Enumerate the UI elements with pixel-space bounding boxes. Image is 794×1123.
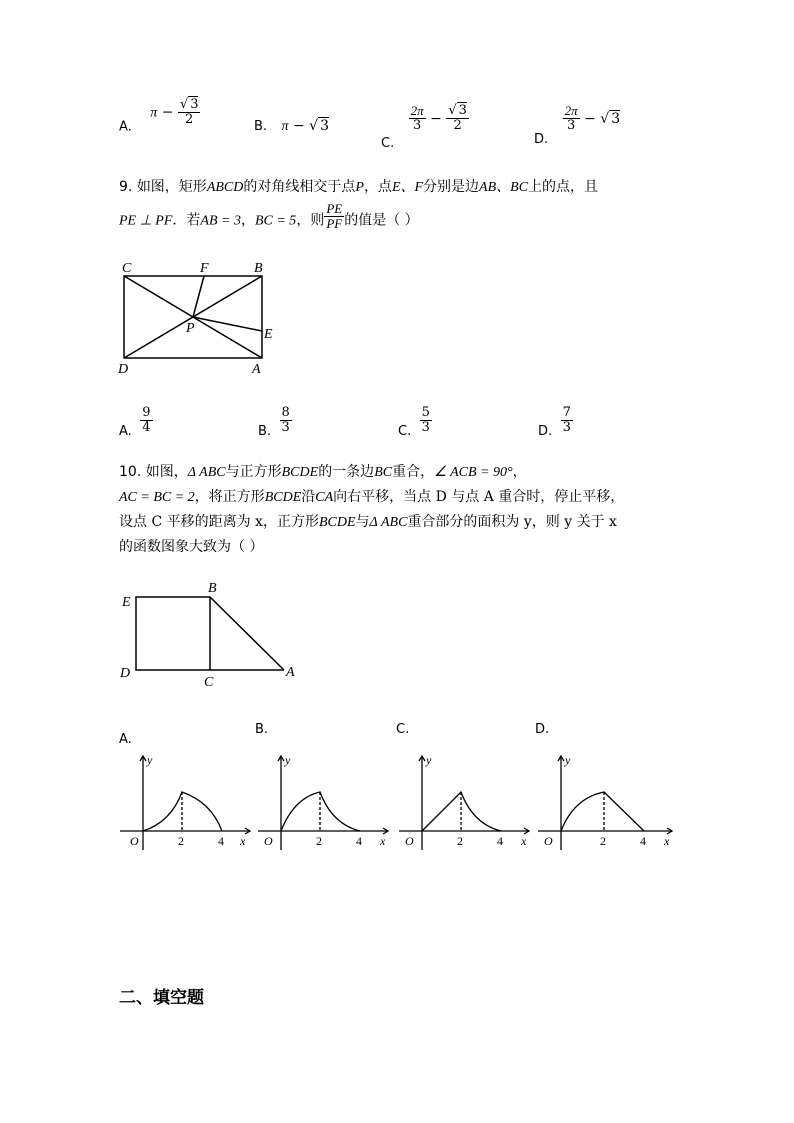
label-f: F (200, 261, 209, 276)
q10-graph-a (116, 752, 254, 852)
svg-text:4: 4 (640, 834, 646, 848)
q9-rectangle-figure (112, 258, 292, 378)
curve-d (561, 792, 644, 831)
svg-text:x: x (240, 834, 246, 848)
svg-text:2: 2 (600, 834, 606, 848)
q9-option-b: B. $\frac{8}{3}$ (258, 405, 290, 439)
q10-graph-d (534, 752, 676, 852)
q9-option-d: D. $\frac{7}{3}$ (538, 405, 571, 439)
q9-option-a: A. $\frac{9}{4}$ (119, 405, 151, 439)
side-ba (210, 597, 284, 670)
q10-graph-b (254, 752, 392, 852)
q9-line1: 9. 如图，矩形ABCD的对角线相交于点P，点E、F分别是边AB、BC上的点，且 (119, 179, 599, 195)
q10-line3: 设点 C 平移的距离为 x，正方形BCDE与Δ ABC重合部分的面积为 y，则 y 关于 x (119, 514, 617, 530)
svg-text:x: x (664, 834, 670, 848)
square-bcde (136, 597, 210, 670)
svg-text:4: 4 (497, 834, 503, 848)
svg-text:y: y (426, 753, 432, 767)
label-b: B (208, 581, 217, 596)
svg-text:y: y (565, 753, 571, 767)
svg-text:O: O (130, 834, 139, 848)
label-b: B (254, 261, 263, 276)
label-d: D (118, 362, 129, 377)
q8-option-d: D. $\frac{2\pi}{3}$ − √ 3 (534, 103, 621, 147)
svg-text:O: O (405, 834, 414, 848)
q10-option-a-label: A. (119, 732, 132, 747)
label-a: A (286, 665, 295, 680)
label-c: C (122, 261, 132, 276)
q8-option-b: B. π − √ 3 (254, 118, 330, 134)
svg-text:2: 2 (316, 834, 322, 848)
svg-text:x: x (521, 834, 527, 848)
label-c: C (204, 675, 214, 690)
label-e: E (122, 595, 131, 610)
label-a: A (252, 362, 261, 377)
q10-graph-c (395, 752, 533, 852)
svg-text:4: 4 (218, 834, 224, 848)
q10-option-d-label: D. (535, 722, 550, 737)
svg-text:4: 4 (356, 834, 362, 848)
section-2-title: 二、填空题 (119, 988, 204, 1008)
label-d: D (120, 666, 131, 681)
q10-line2: AC = BC = 2，将正方形BCDE沿CA向右平移，当点 D 与点 A 重合时，停止平移， (119, 489, 625, 505)
svg-text:2: 2 (457, 834, 463, 848)
svg-text:O: O (264, 834, 273, 848)
q10-line1: 10. 如图，Δ ABC与正方形BCDE的一条边BC重合，∠ ACB = 90°， (119, 464, 527, 480)
label-e: E (264, 327, 273, 342)
label-p: P (186, 321, 195, 336)
svg-text:x: x (380, 834, 386, 848)
q10-line4: 的函数图象大致为（ ） (119, 539, 264, 555)
q8-option-c: C. $\frac{2\pi}{3}$ − $\frac{√ 3}{2}$ (381, 103, 467, 151)
svg-text:y: y (147, 753, 153, 767)
q10-option-b-label: B. (255, 722, 269, 737)
svg-text:O: O (544, 834, 553, 848)
q9-option-c: C. $\frac{5}{3}$ (398, 405, 430, 439)
q9-line2: PE ⊥ PF．若AB = 3，BC = 5，则 $\frac{PE}{PF}$ 的值是（ ） (119, 201, 419, 231)
svg-text:2: 2 (178, 834, 184, 848)
q10-square-triangle-figure (112, 580, 312, 690)
q10-option-c-label: C. (396, 722, 410, 737)
svg-text:y: y (285, 753, 291, 767)
q8-option-a: A. π − $\frac{√ 3}{2}$ (119, 97, 199, 135)
